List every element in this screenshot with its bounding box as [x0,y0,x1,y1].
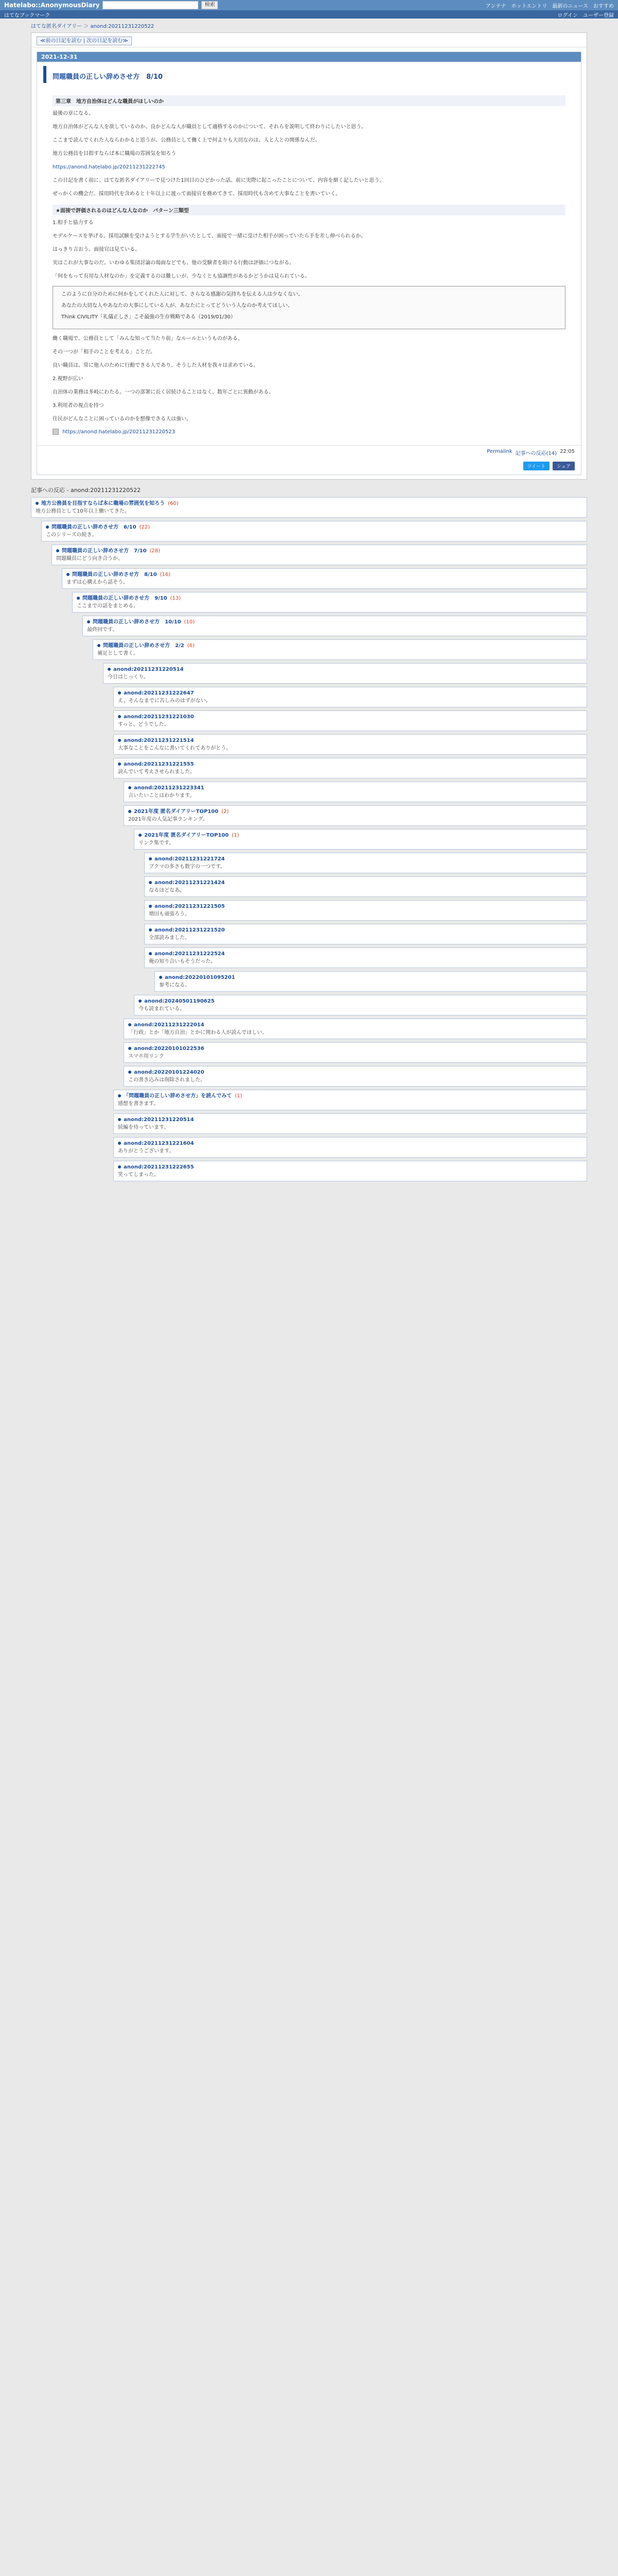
response-count: (1) [235,1093,243,1099]
response-title[interactable] [139,997,582,1005]
response-box [124,1019,587,1039]
response-title[interactable] [149,926,582,934]
response-title-text[interactable]: anond:20211231221604 [124,1141,194,1146]
response-item [113,734,587,755]
response-title-text[interactable]: 問題職員の正しい辞めさせ方 2/2 [103,643,184,649]
response-text: 「行政」とか「地方自治」とかに関わる人が読んでほしい。 [128,1030,267,1036]
top-link-antenna[interactable]: アンテナ [486,3,506,9]
response-box [113,1113,587,1134]
response-title-text[interactable]: anond:20211231223341 [134,785,204,791]
chapter-heading: 第三章 地方自治体はどんな職員がほしいのか [53,95,565,106]
response-item [72,592,587,613]
diary-nav [31,33,587,47]
paragraph: 地方自治体がどんな人を欲しているのか、良かどんな人が職員として適格するのかについて、それらを説明して終わりにしたいと思う。 [53,124,367,130]
top-link-hotentry[interactable]: ホットエントリ [511,3,547,9]
bullet-icon [118,1094,121,1097]
response-title-text[interactable]: anond:20211231221724 [154,856,225,862]
paragraph: 2.視野が広い [53,376,83,382]
bullet-icon [149,928,152,931]
response-tree [31,497,587,1181]
response-text: 増田も頑張ろう。 [149,911,190,917]
response-title[interactable] [36,500,582,507]
paragraph: はっきり言おう。面接官は見ている。 [53,247,140,252]
response-text: 今日はじっくり。 [108,674,149,680]
response-count: (60) [168,501,179,506]
response-item [154,971,587,992]
response-title[interactable] [118,760,582,768]
response-box [31,497,587,518]
trackback-icon [53,429,59,435]
response-title-text[interactable]: anond:20211231222647 [124,690,194,696]
response-title-text[interactable]: 問題職員の正しい辞めさせ方 8/10 [72,572,157,578]
response-title[interactable] [128,1045,582,1053]
post-time: 22:05 [560,449,575,454]
bullet-icon [128,786,131,789]
response-title-text[interactable]: anond:20211231221424 [154,880,225,886]
response-box [144,924,587,944]
response-text: え、そんなまでに苦しみのはずがない。 [118,698,211,704]
response-item [113,1113,587,1134]
response-title-text[interactable]: 2021年度 匿名ダイアリーTOP100 [134,809,218,815]
signup-link[interactable]: ユーザー登録 [583,12,614,19]
bullet-icon [139,834,142,837]
response-title[interactable] [118,689,582,697]
paragraph: 良い職員は、常に他人のために行動できる人であり、そうした人材を我々は求めている。 [53,363,259,368]
permalink[interactable]: Permalink [487,449,512,454]
bullet-icon [118,762,121,766]
section-heading: ★面接で評価されるのはどんな人なのか パターン三類型 [53,205,565,215]
response-text: 続編を待っています。 [118,1125,169,1130]
response-title-text[interactable]: anond:20211231221030 [124,714,194,720]
response-text: 補足として書く。 [97,651,139,656]
response-title[interactable] [118,1140,582,1147]
site-brand[interactable]: Hatelabo::AnonymousDiary [4,2,100,9]
bullet-icon [118,715,121,718]
response-title-text[interactable]: anond:20211231220514 [113,667,184,672]
paragraph: この日記を書く前に、はてな匿名ダイアリーで見つけた1回目のひどかった話。前に実際に起こったことについて、内容を細く記したいと思う。 [53,178,385,183]
bullet-icon [128,810,131,813]
response-title[interactable] [118,1092,582,1100]
response-box [113,1137,587,1158]
bookmark-link[interactable]: はてなブックマーク [4,12,50,19]
bullet-icon [149,952,152,955]
response-text: 読んでいて考えさせられました。 [118,769,195,775]
paragraph: モデルケースを挙げる。採用試験を受けようとする学生がいたとして、面接で一緒に受けた相手が困っていたら手を差し伸べられるか。 [53,233,366,239]
response-text: 2021年度の人気記事ランキング。 [128,817,208,822]
response-count: (22) [139,524,150,530]
bullet-icon [128,1023,131,1026]
quote-source: Think CIVILITY「礼儀正しさ」こそ最強の生存戦略である（2019/01/30） [61,314,236,320]
response-title[interactable] [118,713,582,721]
response-text: ブクマの多さも数字の一つです。 [149,864,226,870]
paragraph: その一つが「相手のことを考える」ことだ。 [53,349,156,355]
response-title[interactable] [149,903,582,910]
response-title-text[interactable]: anond:20220101095201 [165,975,235,980]
response-count: (28) [149,548,161,554]
response-title-text[interactable]: anond:20211231222524 [154,951,225,957]
response-title-text[interactable]: 問題職員の正しい辞めさせ方 9/10 [82,596,167,601]
response-title[interactable] [159,974,582,981]
response-title[interactable] [149,950,582,958]
bullet-icon [149,905,152,908]
bullet-icon [128,1071,131,1074]
response-box [72,592,587,613]
response-title-text[interactable]: anond:20211231221520 [154,927,225,933]
main-content [31,32,587,480]
response-title[interactable] [97,642,582,650]
response-text: このシリーズの続き。 [46,532,97,538]
post-body [37,87,581,445]
response-title-text[interactable]: anond:20211231222655 [124,1164,194,1170]
bullet-icon [77,597,80,600]
response-title-text[interactable]: anond:20220101224020 [134,1070,204,1075]
response-item [144,947,587,968]
response-text: すっと、どうでした。 [118,722,169,727]
response-title[interactable] [87,618,582,626]
response-title-text[interactable]: 問題職員の正しい辞めさせ方 10/10 [93,619,181,625]
paragraph: 3.利用者の視点を持つ [53,403,104,409]
paragraph: 実はこれが大事なのだ。いわゆる集団討論の場面などでも、他の受験者を助ける行動は評価につながる。 [53,260,295,266]
response-title[interactable] [118,1116,582,1124]
response-count: (16) [160,572,171,578]
post-section [37,52,581,475]
response-title-text[interactable]: 問題職員の正しい辞めさせ方 6/10 [52,524,136,530]
response-item [41,521,587,541]
response-box [113,1090,587,1110]
blockquote [53,286,565,329]
response-item [113,1137,587,1158]
response-title-text[interactable]: anond:20211231222014 [134,1022,204,1028]
response-item [134,829,587,850]
sub-bar [0,10,618,19]
response-title[interactable] [128,784,582,792]
quote-line: あなたの大切な人やあなたの大事にしている人が、あなたにとってどういう人なのか考えてほしい。 [61,303,293,309]
response-title-text[interactable]: anond:20211231221514 [124,738,194,743]
response-title[interactable] [118,1163,582,1171]
search-input[interactable] [102,1,198,9]
response-box [154,971,587,992]
response-text: 大事なことをこんなに書いてくれてありがとう。 [118,745,231,751]
response-box [144,947,587,968]
paragraph: 「何をもって有用な人材なのか」を定義するのは難しいが、少なくとも協調性があるかどうかは見られている。 [53,274,310,279]
response-title-text[interactable]: 地方公務員を目指すならば本に職場の雰囲気を知ろう [41,501,165,506]
response-box [144,876,587,897]
bullet-icon [36,502,39,505]
bullet-icon [46,526,49,529]
responses-heading: 記事への反応 - anond:20211231220522 [31,487,141,494]
response-item [113,687,587,707]
response-text: この書き込みは削除されました。 [128,1077,205,1083]
prev-next-link[interactable]: ≪前の日記を読む | 次の日記を読む≫ [37,37,132,45]
response-text: まずは心構えから話そう。 [66,580,128,585]
bullet-icon [118,1142,121,1145]
response-item [113,758,587,778]
link-caption: 地方公務員を目指すならば本に職場の雰囲気を知ろう [53,151,176,157]
response-title[interactable] [118,737,582,744]
bullet-icon [149,857,152,860]
quote-line: このように自分のために何かをしてくれた人に対して、さらなる感謝の気持ちを伝える人は少なくない。 [61,292,303,297]
response-text: 今も読まれている。 [139,1006,185,1012]
top-link-news[interactable]: 最新のニュース [552,3,588,9]
response-text: 全部読みました。 [149,935,190,941]
response-title-text[interactable]: anond:20220101022536 [134,1046,204,1052]
paragraph: 最後の章になる。 [53,111,94,116]
paragraph: ぜっかくの機会だ。採用時代を含めると十年以上に渡って面接官を務めてきて、採用時代も含めて大事なことを書いていく。 [53,191,341,197]
response-box [124,1042,587,1063]
response-title[interactable] [77,595,582,602]
response-text: スマホ用リンク [128,1054,164,1059]
response-title[interactable] [149,855,582,863]
response-count: (1) [231,833,239,838]
post-date[interactable]: 2021-12-31 [37,52,581,62]
response-box [124,782,587,802]
breadcrumb[interactable]: はてな匿名ダイアリー ＞ anond:20211231220522 [31,24,154,29]
paragraph: ここまで読んでくれた人ならわかると思うが、公務員として働く上で何よりも大切なのは、人と人との関係なんだ。 [53,138,320,143]
response-box [144,900,587,921]
response-item [124,782,587,802]
bullet-icon [66,573,70,576]
response-item [124,805,587,826]
response-title[interactable] [128,1069,582,1076]
response-item [124,1066,587,1087]
bullet-icon [118,691,121,694]
response-text: 地方公務員として10年以上働いてきた。 [36,509,130,514]
response-box [113,1161,587,1181]
response-box [134,829,587,850]
bullet-icon [56,549,59,552]
response-text: ここまでの話をまとめる。 [77,603,139,609]
response-box [134,995,587,1015]
bullet-icon [139,999,142,1003]
response-text: 問題職員にどう向き合うか。 [56,556,123,562]
response-item [134,995,587,1015]
bullet-icon [118,1165,121,1168]
share-button[interactable]: シェア [553,462,575,470]
response-box [113,710,587,731]
response-box [52,545,587,565]
response-text: 俺の知り合いもそうだった。 [149,959,216,964]
response-count: (13) [170,596,181,601]
response-title-text[interactable]: anond:20211231221555 [124,761,194,767]
post-title[interactable]: 問題職員の正しい辞めさせ方 8/10 [43,66,575,83]
response-item [82,616,587,636]
response-box [113,687,587,707]
response-box [124,1066,587,1087]
response-title[interactable] [139,832,582,839]
response-text: 最終回です。 [87,627,118,633]
response-count: (10) [184,619,195,625]
response-item [52,545,587,565]
response-title[interactable] [108,666,582,673]
response-item [113,710,587,731]
response-title-text[interactable]: anond:20211231221505 [154,904,225,909]
response-item [124,1019,587,1039]
response-item [144,900,587,921]
response-item [103,663,587,684]
response-box [41,521,587,541]
top-bar [0,0,618,10]
bullet-icon [128,1047,131,1050]
response-box [113,734,587,755]
response-box [103,663,587,684]
trackback [53,429,565,435]
response-item [144,853,587,873]
post-link[interactable]: https://anond.hatelabo.jp/20211231222745 [53,164,165,170]
response-text: 感想を書きます。 [118,1101,159,1107]
response-text: 笑ってしまった。 [118,1172,159,1178]
response-item [62,568,587,589]
response-item [144,924,587,944]
trackback-link[interactable]: https://anond.hatelabo.jp/20211231220523 [62,429,175,435]
comments-link[interactable]: 記事への反応(14) [515,451,557,456]
response-text: 参考になる。 [159,982,190,988]
response-text: ありがとうございます。 [118,1148,175,1154]
paragraph: 自治体の業務は多岐にわたる。一つの部署に長く居続けることはなく、数年ごとに異動がある。 [53,389,274,395]
search-button[interactable]: 検索 [201,1,218,9]
response-box [93,639,587,660]
top-link-recommend[interactable]: おすすめ [593,3,614,9]
response-text: リンク集です。 [139,840,174,846]
response-text: なるほどなあ。 [149,888,185,893]
response-box [124,805,587,826]
response-title-text[interactable]: anond:20211231220514 [124,1117,194,1123]
response-item [113,1090,587,1110]
response-title[interactable] [46,523,582,531]
response-title-text[interactable]: 2021年度 匿名ダイアリーTOP100 [144,833,229,838]
response-text: 言いたいことはわかります。 [128,793,195,799]
response-title[interactable] [56,547,582,555]
response-title[interactable] [149,879,582,887]
response-box [113,758,587,778]
tweet-button[interactable]: ツイート [523,462,550,470]
paragraph: 働く職場で、公務員として「みんな知って当たり前」なルールというものがある。 [53,336,243,342]
post-footer [37,445,581,460]
top-links [486,2,614,9]
response-item [144,876,587,897]
response-title-text[interactable]: anond:20240501190625 [144,998,215,1004]
response-item [113,1161,587,1181]
bullet-icon [159,976,162,979]
bullet-icon [108,668,111,671]
bullet-icon [87,620,90,623]
response-title-text[interactable]: 「問題職員の正しい辞めさせ方」を読んでみて [124,1093,232,1099]
response-item [31,497,587,518]
response-count: (6) [187,643,195,649]
login-link[interactable]: ログイン [557,12,578,19]
response-box [144,853,587,873]
response-item [93,639,587,660]
response-item [124,1042,587,1063]
paragraph: 住民がどんなことに困っているのかを想像できる人は強い。 [53,416,192,422]
response-count: (2) [221,809,229,815]
bullet-icon [97,644,100,647]
bullet-icon [118,739,121,742]
response-box [62,568,587,589]
response-title[interactable] [66,571,582,579]
share-buttons [37,460,581,474]
response-title[interactable] [128,1021,582,1029]
bullet-icon [149,881,152,884]
response-box [82,616,587,636]
response-title[interactable] [128,808,582,816]
bullet-icon [118,1118,121,1121]
response-title-text[interactable]: 問題職員の正しい辞めさせ方 7/10 [62,548,147,554]
paragraph: 1.相手と協力する [53,220,94,226]
